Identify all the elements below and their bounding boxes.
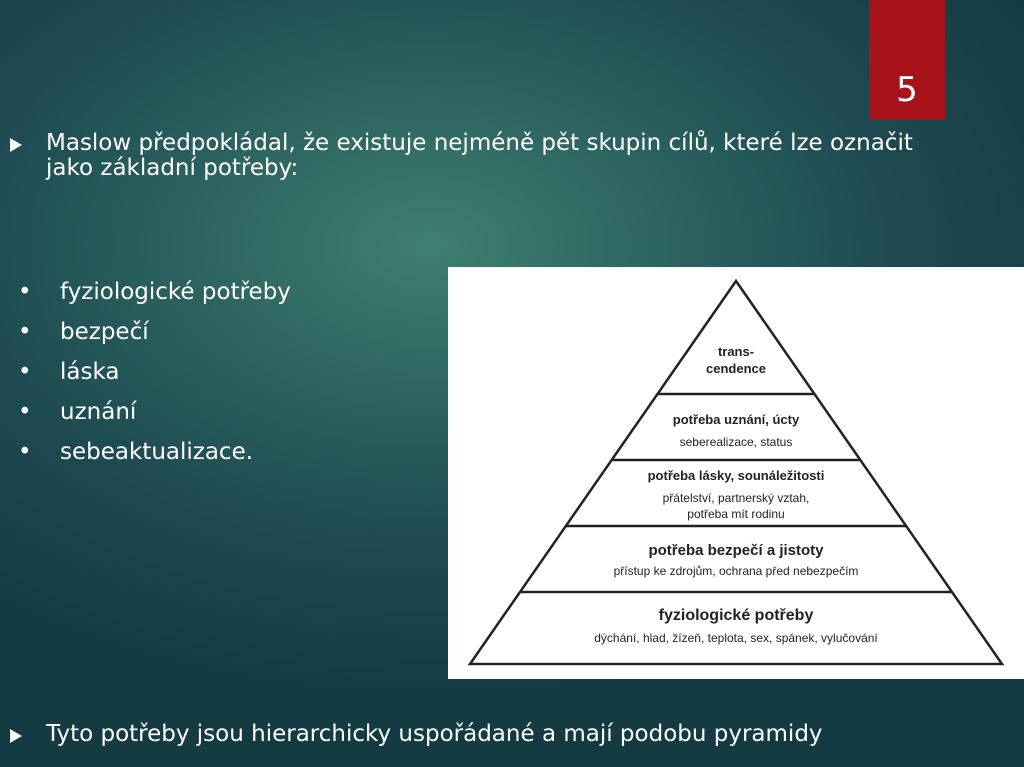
slide-number: 5 [896, 70, 918, 110]
level-3-subtitle: přátelství, partnerský vztah, [662, 491, 810, 505]
level-2-subtitle: seberealizace, status [679, 435, 793, 449]
bullet-dot-icon: • [18, 279, 32, 305]
level-1-title: cendence [706, 361, 766, 376]
intro-paragraph: Maslow předpokládal, že existuje nejméně pět skupin cílů, které lze označit jako základní potřeby: [46, 130, 913, 181]
bullet-dot-icon: • [18, 319, 32, 345]
level-3-title: potřeba lásky, sounáležitosti [647, 468, 825, 483]
level-4-title: potřeba bezpečí a jistoty [648, 542, 824, 559]
bullet-dot-icon: • [18, 439, 32, 465]
arrow-bullet-icon [10, 729, 22, 743]
arrow-bullet-icon [10, 138, 22, 152]
level-2-title: potřeba uznání, úcty [672, 412, 800, 427]
bullet-dot-icon: • [18, 359, 32, 385]
maslow-pyramid-diagram [448, 267, 1024, 679]
level-5-title: fyziologické potřeby [658, 607, 814, 624]
bullet-dot-icon: • [18, 399, 32, 425]
level-5-subtitle: dýchání, hlad, žízeň, teplota, sex, spánek, vylučování [594, 631, 878, 645]
footer-paragraph: Tyto potřeby jsou hierarchicky uspořádané a mají podobu pyramidy [46, 721, 823, 747]
slide-number-box [869, 0, 945, 120]
level-3-subtitle: potřeba mít rodinu [687, 507, 785, 521]
level-4-subtitle: přístup ke zdrojům, ochrana před nebezpečím [613, 564, 859, 578]
level-1-title: trans- [717, 344, 755, 359]
